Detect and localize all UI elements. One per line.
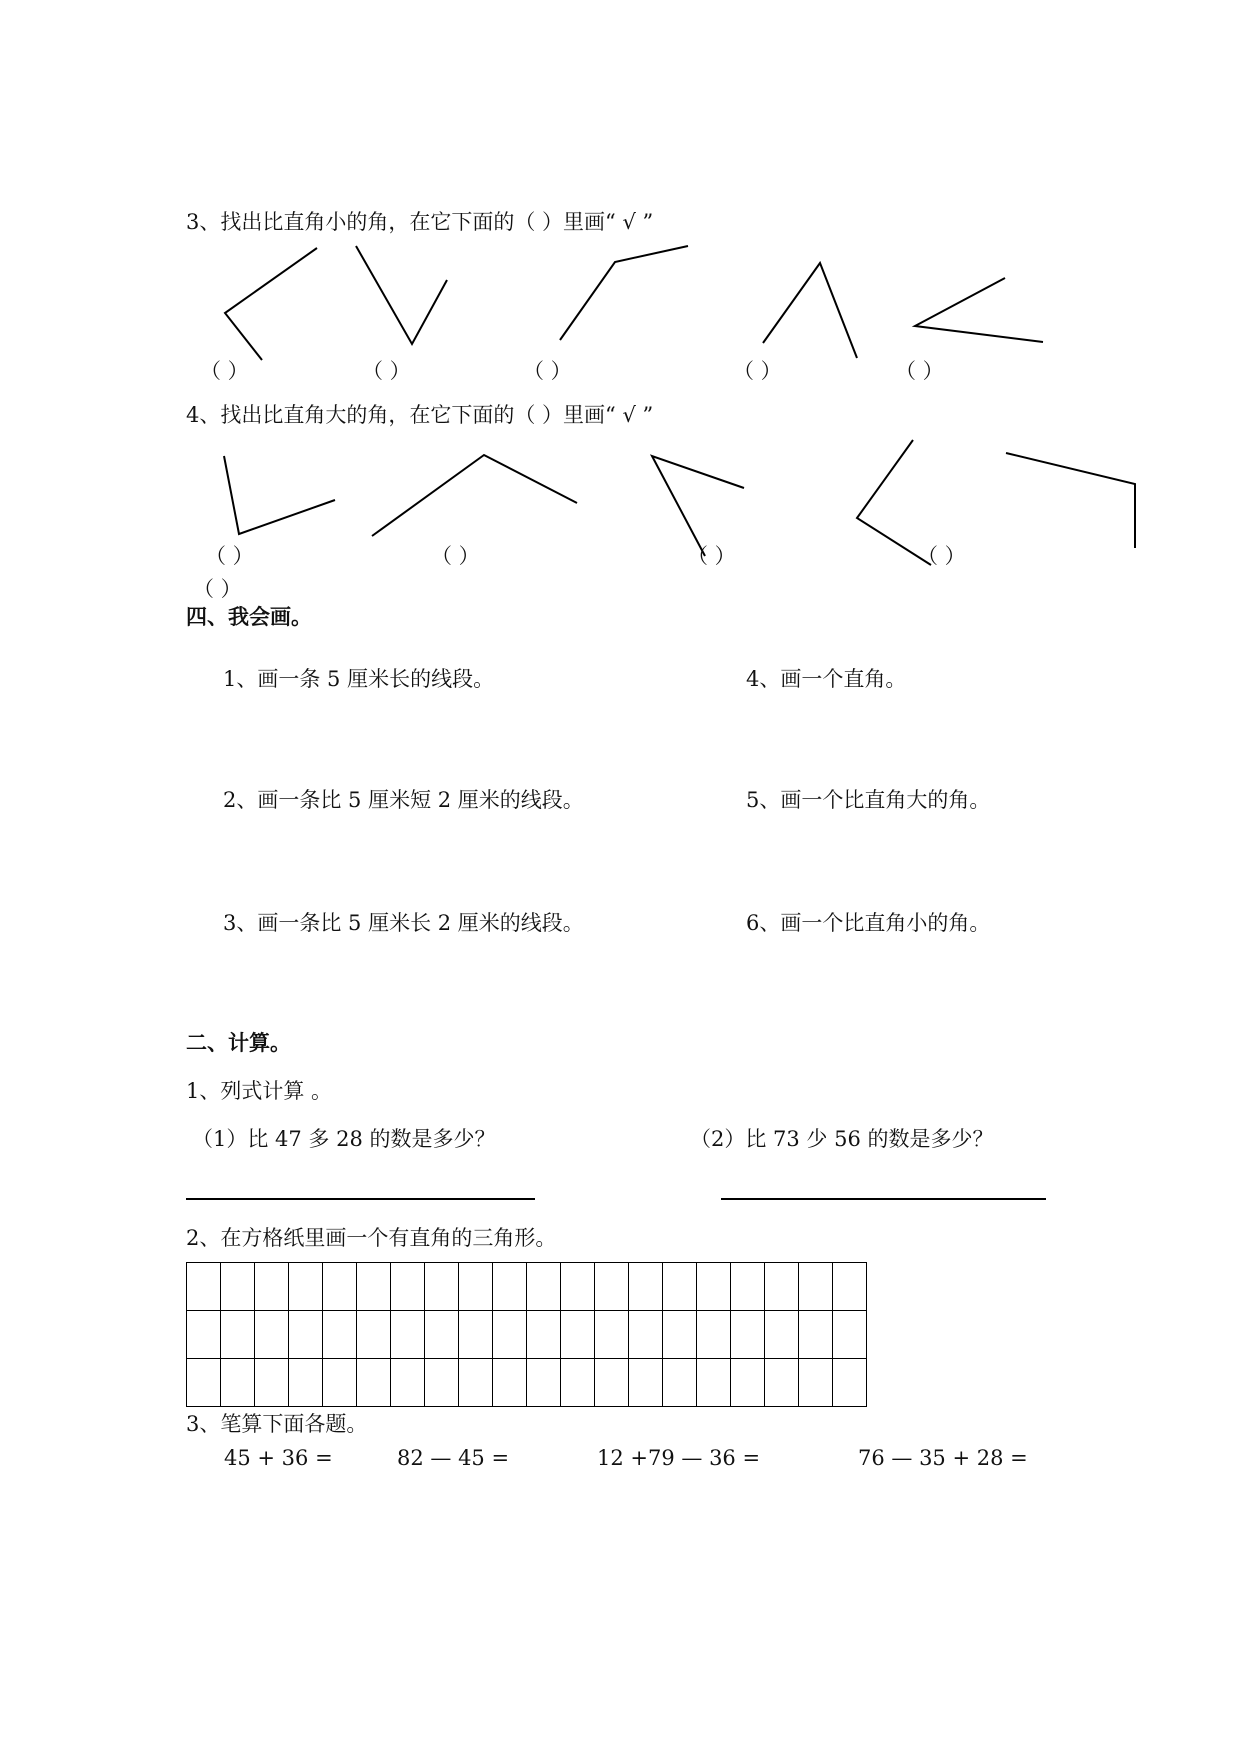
q3-paren-3[interactable]: （ ） — [523, 359, 572, 383]
q4-angle-2 — [372, 455, 577, 536]
expr-1: 45 + 36 = — [224, 1446, 333, 1470]
grid-cell[interactable] — [833, 1263, 867, 1311]
grid-cell[interactable] — [357, 1263, 391, 1311]
grid-cell[interactable] — [493, 1263, 527, 1311]
grid-cell[interactable] — [493, 1311, 527, 1359]
grid-cell[interactable] — [629, 1311, 663, 1359]
grid-row — [187, 1263, 867, 1311]
q3-prompt: 3、找出比直角小的角，在它下面的（ ）里画“ √ ” — [186, 210, 654, 234]
q3-angle-5 — [915, 278, 1043, 342]
grid-cell[interactable] — [561, 1263, 595, 1311]
grid-cell[interactable] — [221, 1311, 255, 1359]
grid-cell[interactable] — [289, 1263, 323, 1311]
q3-paren-1[interactable]: （ ） — [200, 359, 249, 383]
grid-cell[interactable] — [391, 1359, 425, 1407]
grid-cell[interactable] — [289, 1359, 323, 1407]
grid-cell[interactable] — [425, 1263, 459, 1311]
grid-cell[interactable] — [527, 1311, 561, 1359]
grid-cell[interactable] — [663, 1311, 697, 1359]
q4-prompt: 4、找出比直角大的角，在它下面的（ ）里画“ √ ” — [186, 403, 654, 427]
q3-angle-1 — [225, 248, 317, 360]
grid-cell[interactable] — [357, 1311, 391, 1359]
grid-cell[interactable] — [187, 1359, 221, 1407]
grid-cell[interactable] — [595, 1359, 629, 1407]
grid-cell[interactable] — [493, 1359, 527, 1407]
grid-row — [187, 1359, 867, 1407]
grid-cell[interactable] — [799, 1359, 833, 1407]
grid-cell[interactable] — [187, 1263, 221, 1311]
grid-cell[interactable] — [459, 1311, 493, 1359]
q4-angle-1 — [224, 456, 335, 534]
q4-paren-3[interactable]: （ ） — [687, 544, 736, 568]
grid-cell[interactable] — [833, 1311, 867, 1359]
grid-cell[interactable] — [391, 1263, 425, 1311]
grid-cell[interactable] — [629, 1359, 663, 1407]
grid-cell[interactable] — [697, 1263, 731, 1311]
q3-angle-2 — [356, 246, 447, 344]
calc-q1-title: 1、列式计算 。 — [186, 1079, 333, 1103]
grid-cell[interactable] — [255, 1263, 289, 1311]
grid-cell[interactable] — [255, 1359, 289, 1407]
grid-cell[interactable] — [595, 1263, 629, 1311]
grid-cell[interactable] — [187, 1311, 221, 1359]
grid-cell[interactable] — [425, 1311, 459, 1359]
draw-item-5: 5、画一个比直角大的角。 — [746, 788, 991, 812]
grid-cell[interactable] — [595, 1311, 629, 1359]
grid-cell[interactable] — [697, 1311, 731, 1359]
grid-cell[interactable] — [731, 1311, 765, 1359]
calc-q1a: （1）比 47 多 28 的数是多少？ — [192, 1127, 496, 1151]
q4-angle-5 — [1006, 453, 1135, 548]
grid-cell[interactable] — [459, 1263, 493, 1311]
expr-2: 82 — 45 = — [397, 1446, 510, 1470]
grid-cell[interactable] — [833, 1359, 867, 1407]
draw-item-2: 2、画一条比 5 厘米短 2 厘米的线段。 — [223, 788, 584, 812]
grid-cell[interactable] — [221, 1359, 255, 1407]
answer-line-2[interactable] — [721, 1198, 1046, 1200]
q3-paren-2[interactable]: （ ） — [362, 359, 411, 383]
grid-cell[interactable] — [697, 1359, 731, 1407]
grid-cell[interactable] — [323, 1359, 357, 1407]
q4-paren-4[interactable]: （ ） — [917, 544, 966, 568]
grid-cell[interactable] — [765, 1311, 799, 1359]
expr-4: 76 — 35 + 28 = — [858, 1446, 1028, 1470]
section2-title: 二、计算。 — [186, 1031, 291, 1055]
grid-cell[interactable] — [561, 1311, 595, 1359]
grid-cell[interactable] — [663, 1263, 697, 1311]
q4-paren-2[interactable]: （ ） — [431, 544, 480, 568]
q3-angle-3 — [560, 246, 688, 340]
grid-cell[interactable] — [731, 1359, 765, 1407]
grid-cell[interactable] — [527, 1263, 561, 1311]
grid-cell[interactable] — [289, 1311, 323, 1359]
draw-item-6: 6、画一个比直角小的角。 — [746, 911, 991, 935]
grid-row — [187, 1311, 867, 1359]
grid-cell[interactable] — [357, 1359, 391, 1407]
q3-paren-5[interactable]: （ ） — [895, 359, 944, 383]
q4-paren-5[interactable]: （ ） — [193, 577, 242, 601]
q4-paren-1[interactable]: （ ） — [205, 544, 254, 568]
section4-title: 四、我会画。 — [186, 605, 312, 629]
grid-cell[interactable] — [459, 1359, 493, 1407]
draw-item-3: 3、画一条比 5 厘米长 2 厘米的线段。 — [223, 911, 584, 935]
grid-cell[interactable] — [323, 1311, 357, 1359]
grid-cell[interactable] — [561, 1359, 595, 1407]
draw-item-1: 1、画一条 5 厘米长的线段。 — [223, 667, 495, 691]
grid-cell[interactable] — [527, 1359, 561, 1407]
grid-cell[interactable] — [323, 1263, 357, 1311]
draw-item-4: 4、画一个直角。 — [746, 667, 907, 691]
grid-cell[interactable] — [425, 1359, 459, 1407]
expr-3: 12 +79 — 36 = — [597, 1446, 761, 1470]
grid-cell[interactable] — [799, 1311, 833, 1359]
grid-cell[interactable] — [629, 1263, 663, 1311]
q3-angle-4 — [763, 263, 857, 358]
grid-cell[interactable] — [663, 1359, 697, 1407]
q3-paren-4[interactable]: （ ） — [733, 359, 782, 383]
grid-cell[interactable] — [765, 1359, 799, 1407]
grid-cell[interactable] — [391, 1311, 425, 1359]
grid-cell[interactable] — [765, 1263, 799, 1311]
calc-q2-title: 2、在方格纸里画一个有直角的三角形。 — [186, 1226, 557, 1250]
grid-cell[interactable] — [731, 1263, 765, 1311]
grid-paper[interactable] — [186, 1262, 867, 1407]
calc-q3-title: 3、笔算下面各题。 — [186, 1412, 368, 1436]
grid-cell[interactable] — [255, 1311, 289, 1359]
grid-cell[interactable] — [221, 1263, 255, 1311]
calc-q1b: （2）比 73 少 56 的数是多少？ — [690, 1127, 994, 1151]
answer-line-1[interactable] — [186, 1198, 535, 1200]
grid-cell[interactable] — [799, 1263, 833, 1311]
